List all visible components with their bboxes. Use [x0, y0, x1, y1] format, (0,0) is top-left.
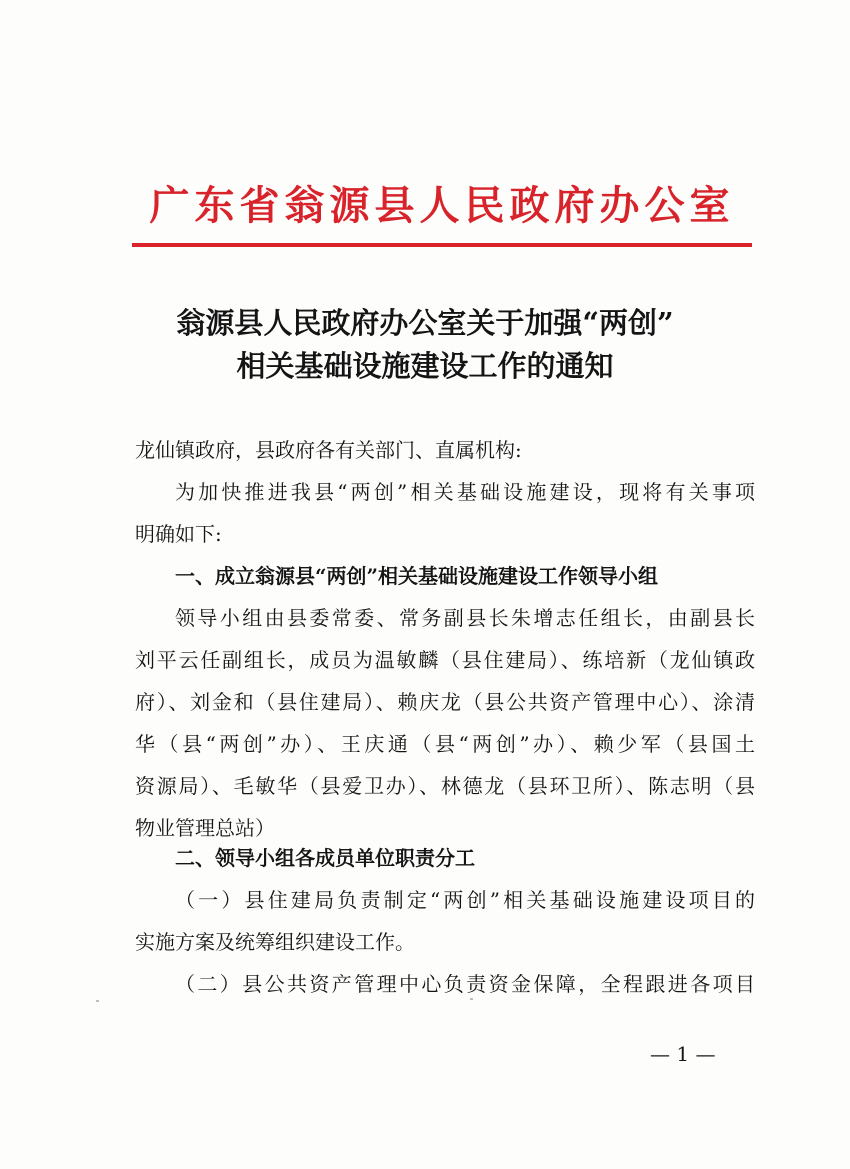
intro-line-2: 明确如下: [135, 522, 222, 546]
issuing-office-header: 广东省翁源县人民政府办公室 [149, 182, 735, 229]
recipients-line: 龙仙镇政府，县政府各有关部门、直属机构: [135, 438, 522, 462]
section-2-heading: 二、领导小组各成员单位职责分工 [175, 846, 475, 870]
document-title-line-1: 翁源县人民政府办公室关于加强“两创” [176, 306, 674, 340]
section-1-line-2: 刘平云任副组长，成员为温敏麟（县住建局）、练培新（龙仙镇政 [135, 648, 755, 672]
section-2-line-1: （一）县住建局负责制定“两创”相关基础设施建设项目的 [175, 888, 755, 912]
section-1-line-3: 府）、刘金和（县住建局）、赖庆龙（县公共资产管理中心）、涂清 [135, 690, 755, 714]
section-1-line-1: 领导小组由县委常委、常务副县长朱增志任组长，由副县长 [175, 606, 755, 630]
intro-line-1: 为加快推进我县“两创”相关基础设施建设，现将有关事项 [175, 480, 755, 504]
section-1-line-5: 资源局）、毛敏华（县爱卫办）、林德龙（县环卫所）、陈志明（县 [135, 774, 755, 798]
section-1-line-6: 物业管理总站） [135, 816, 275, 840]
section-1-heading: 一、成立翁源县“两创”相关基础设施建设工作领导小组 [175, 564, 659, 588]
scan-speck-mark [470, 998, 473, 1000]
page-number: — 1 — [650, 1042, 716, 1066]
section-2-line-2: 实施方案及统筹组织建设工作。 [135, 930, 415, 954]
scan-speck-mark [96, 1000, 99, 1002]
section-1-line-4: 华（县“两创”办）、王庆通（县“两创”办）、赖少军（县国土 [135, 732, 755, 756]
section-2-line-3: （二）县公共资产管理中心负责资金保障，全程跟进各项目 [175, 972, 755, 996]
document-title-line-2: 相关基础设施建设工作的通知 [236, 349, 614, 383]
